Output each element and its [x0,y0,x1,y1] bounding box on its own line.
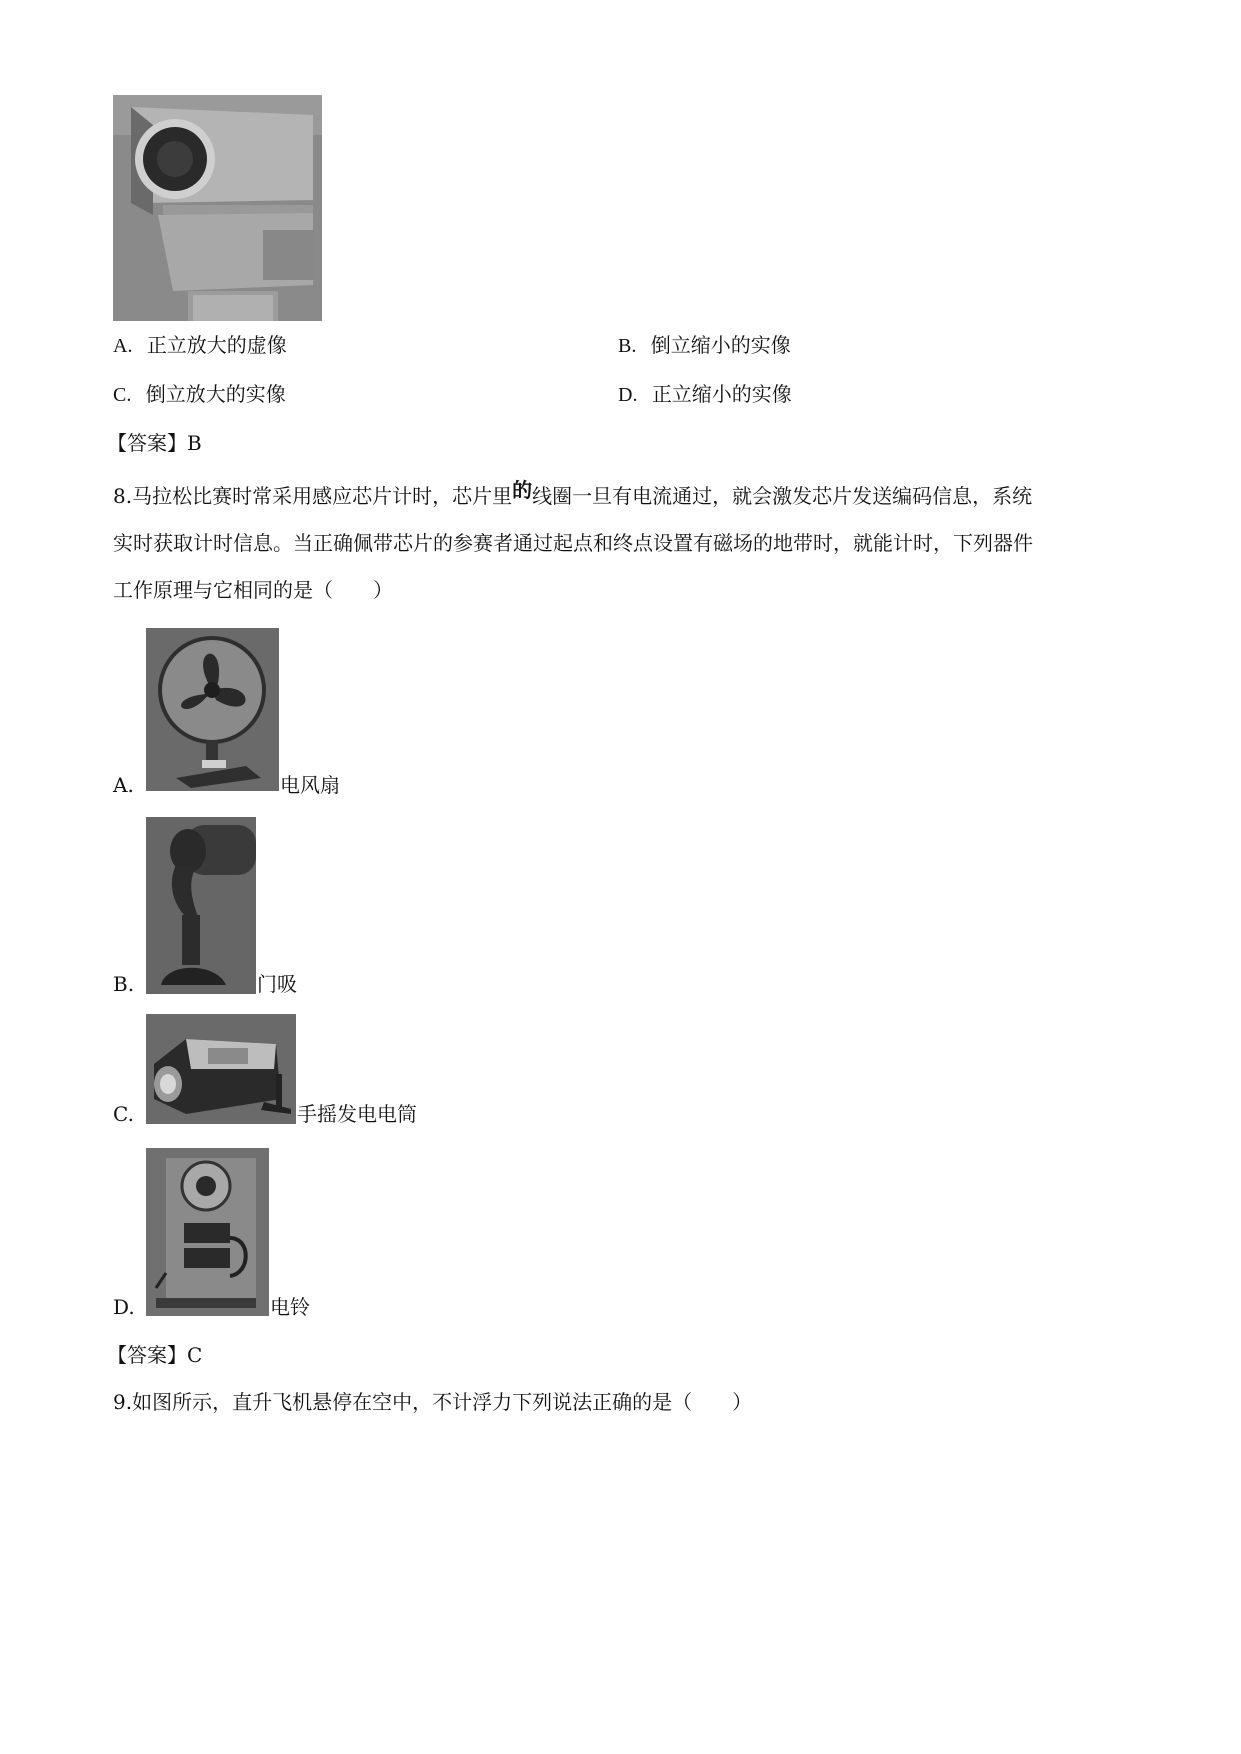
q8-question-line-3: 工作原理与它相同的是（ ） [113,578,393,602]
q8-option-b-text: 门吸 [257,972,297,996]
q8-line1-de: 的 [512,478,533,502]
q8-option-a-letter: A. [113,773,134,797]
q7-option-a [113,333,287,358]
hand-crank-flashlight-icon [146,1014,296,1124]
option-text: 正立缩小的实像 [651,382,792,406]
q8-option-d-letter: D. [113,1295,135,1319]
door-stopper-icon [146,817,256,994]
q8-question-line-1 [113,478,1033,508]
q8-question-line-2: 实时获取计时信息。当正确佩带芯片的参赛者通过起点和终点设置有磁场的地带时，就能计时，下列器件 [113,531,1033,555]
q9-question: 9.如图所示，直升飞机悬停在空中，不计浮力下列说法正确的是（ ） [113,1390,753,1414]
q7-answer: 【答案】B [107,431,202,455]
surveillance-camera-icon [113,95,322,321]
q7-option-c [113,382,286,407]
option-text: 正立放大的虚像 [146,333,287,357]
q8-line1-post: 线圈一旦有电流通过，就会激发芯片发送编码信息，系统 [532,484,1033,508]
q8-line1-pre: 8.马拉松比赛时常采用感应芯片计时，芯片里 [113,484,513,508]
electric-fan-icon [146,628,279,791]
option-letter: C. [113,384,132,406]
q8-option-b-letter: B. [113,972,135,996]
q8-option-d-text: 电铃 [270,1295,310,1319]
electric-fan-photo [146,628,279,791]
option-text: 倒立缩小的实像 [650,333,791,357]
q8-option-a-text: 电风扇 [280,773,340,797]
option-text: 倒立放大的实像 [145,382,286,406]
option-letter: B. [618,335,637,357]
q8-answer: 【答案】C [107,1343,203,1367]
door-stopper-photo [146,817,256,994]
q8-option-c-text: 手摇发电电筒 [297,1102,417,1126]
q7-option-d [618,382,792,407]
hand-crank-flashlight-photo [146,1014,296,1124]
electric-bell-photo [146,1148,269,1316]
option-letter: D. [618,384,638,406]
electric-bell-icon [146,1148,269,1316]
q7-option-b [618,333,791,358]
option-letter: A. [113,335,133,357]
q8-option-c-letter: C. [113,1102,134,1126]
surveillance-camera-photo [113,95,322,321]
